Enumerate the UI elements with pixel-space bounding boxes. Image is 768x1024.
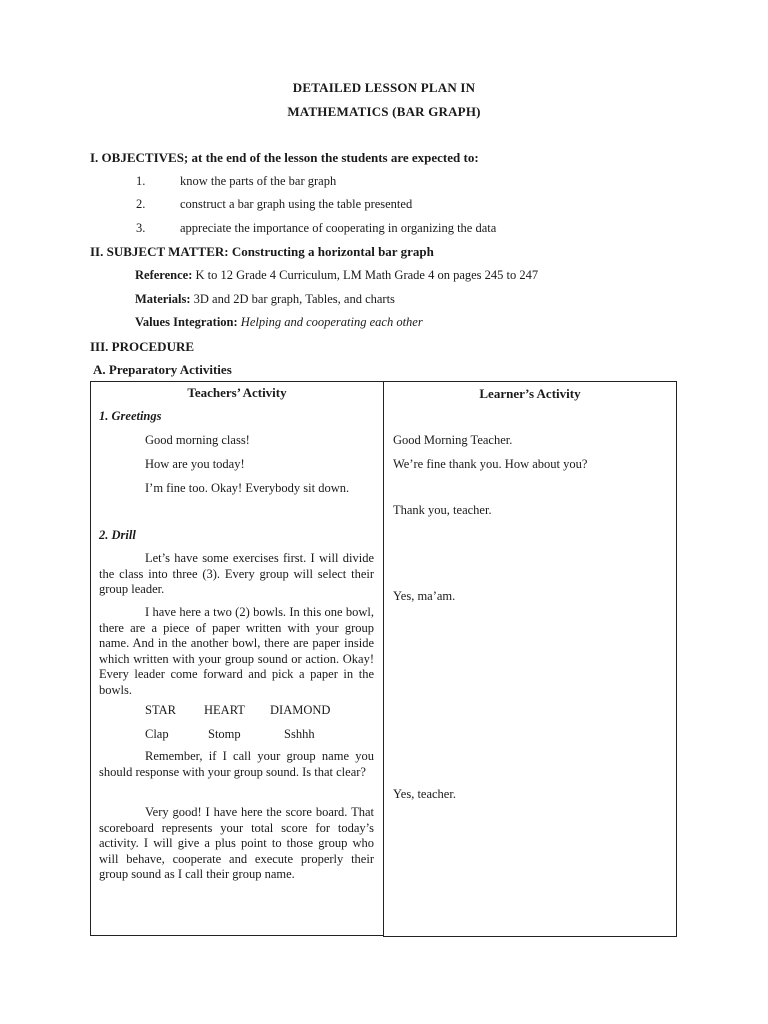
group-name-star: STAR	[145, 703, 176, 717]
group-name-diamond: DIAMOND	[270, 703, 331, 717]
materials-line	[135, 292, 395, 307]
values-integration-line	[135, 315, 423, 330]
teacher-drill-paragraph-3: Remember, if I call your group name you should response with your group sound. Is that clear?	[99, 749, 374, 779]
materials-value: 3D and 2D bar graph, Tables, and charts	[193, 292, 395, 306]
learner-greeting-2: We’re fine thank you. How about you?	[393, 457, 588, 471]
values-integration-label: Values Integration:	[135, 315, 238, 329]
subject-matter-heading: II. SUBJECT MATTER: Constructing a horizontal bar graph	[90, 244, 434, 259]
objective-number: 1.	[136, 174, 146, 188]
objective-number: 3.	[136, 221, 146, 235]
document-title-line2: MATHEMATICS (BAR GRAPH)	[287, 104, 481, 119]
teacher-greeting-2: How are you today!	[145, 457, 245, 471]
learner-greeting-3: Thank you, teacher.	[393, 503, 492, 517]
reference-value: K to 12 Grade 4 Curriculum, LM Math Grade 4 on pages 245 to 247	[195, 268, 539, 282]
learner-activity-header: Learner’s Activity	[479, 386, 581, 401]
teacher-drill-paragraph-1: Let’s have some exercises first. I will divide the class into three (3). Every group will select their group leader.	[99, 551, 374, 596]
teacher-drill-paragraph-4: Very good! I have here the score board. That scoreboard represents your total score for today’s activity. I will give a plus point to those group who will behave, cooperate and execute properly their group sound as I call their group name.	[99, 805, 374, 881]
materials-label: Materials:	[135, 292, 191, 306]
teacher-greeting-1: Good morning class!	[145, 433, 250, 447]
group-sound-clap: Clap	[145, 727, 169, 741]
objectives-heading: I. OBJECTIVES; at the end of the lesson the students are expected to:	[90, 150, 479, 165]
values-integration-value: Helping and cooperating each other	[240, 315, 423, 329]
greetings-title: 1. Greetings	[99, 409, 162, 423]
teacher-activity-header: Teachers’ Activity	[187, 385, 287, 400]
objective-number: 2.	[136, 197, 146, 211]
teacher-drill-paragraph-2: I have here a two (2) bowls. In this one bowl, there are a piece of paper written with your group name. And in the another bowl, there are paper inside which written with your group sound or action. Okay! Every leader come forward and pick a paper in the bowls.	[99, 605, 374, 697]
objective-text: appreciate the importance of cooperating in organizing the data	[180, 221, 497, 235]
objective-text: know the parts of the bar graph	[180, 174, 337, 188]
group-sound-stomp: Stomp	[208, 727, 241, 741]
reference-line	[135, 268, 538, 283]
drill-title: 2. Drill	[99, 528, 136, 542]
objective-text: construct a bar graph using the table presented	[180, 197, 413, 211]
reference-label: Reference:	[135, 268, 193, 282]
teacher-greeting-3: I’m fine too. Okay! Everybody sit down.	[145, 481, 350, 495]
group-name-heart: HEART	[204, 703, 245, 717]
document-title-line1: DETAILED LESSON PLAN IN	[292, 80, 476, 95]
group-sound-sshhh: Sshhh	[284, 727, 315, 741]
preparatory-activities-heading: A. Preparatory Activities	[93, 362, 232, 377]
procedure-heading: III. PROCEDURE	[90, 339, 195, 354]
learner-greeting-1: Good Morning Teacher.	[393, 433, 513, 447]
learner-drill-response-1: Yes, ma’am.	[393, 589, 456, 603]
learner-drill-response-2: Yes, teacher.	[393, 787, 456, 801]
